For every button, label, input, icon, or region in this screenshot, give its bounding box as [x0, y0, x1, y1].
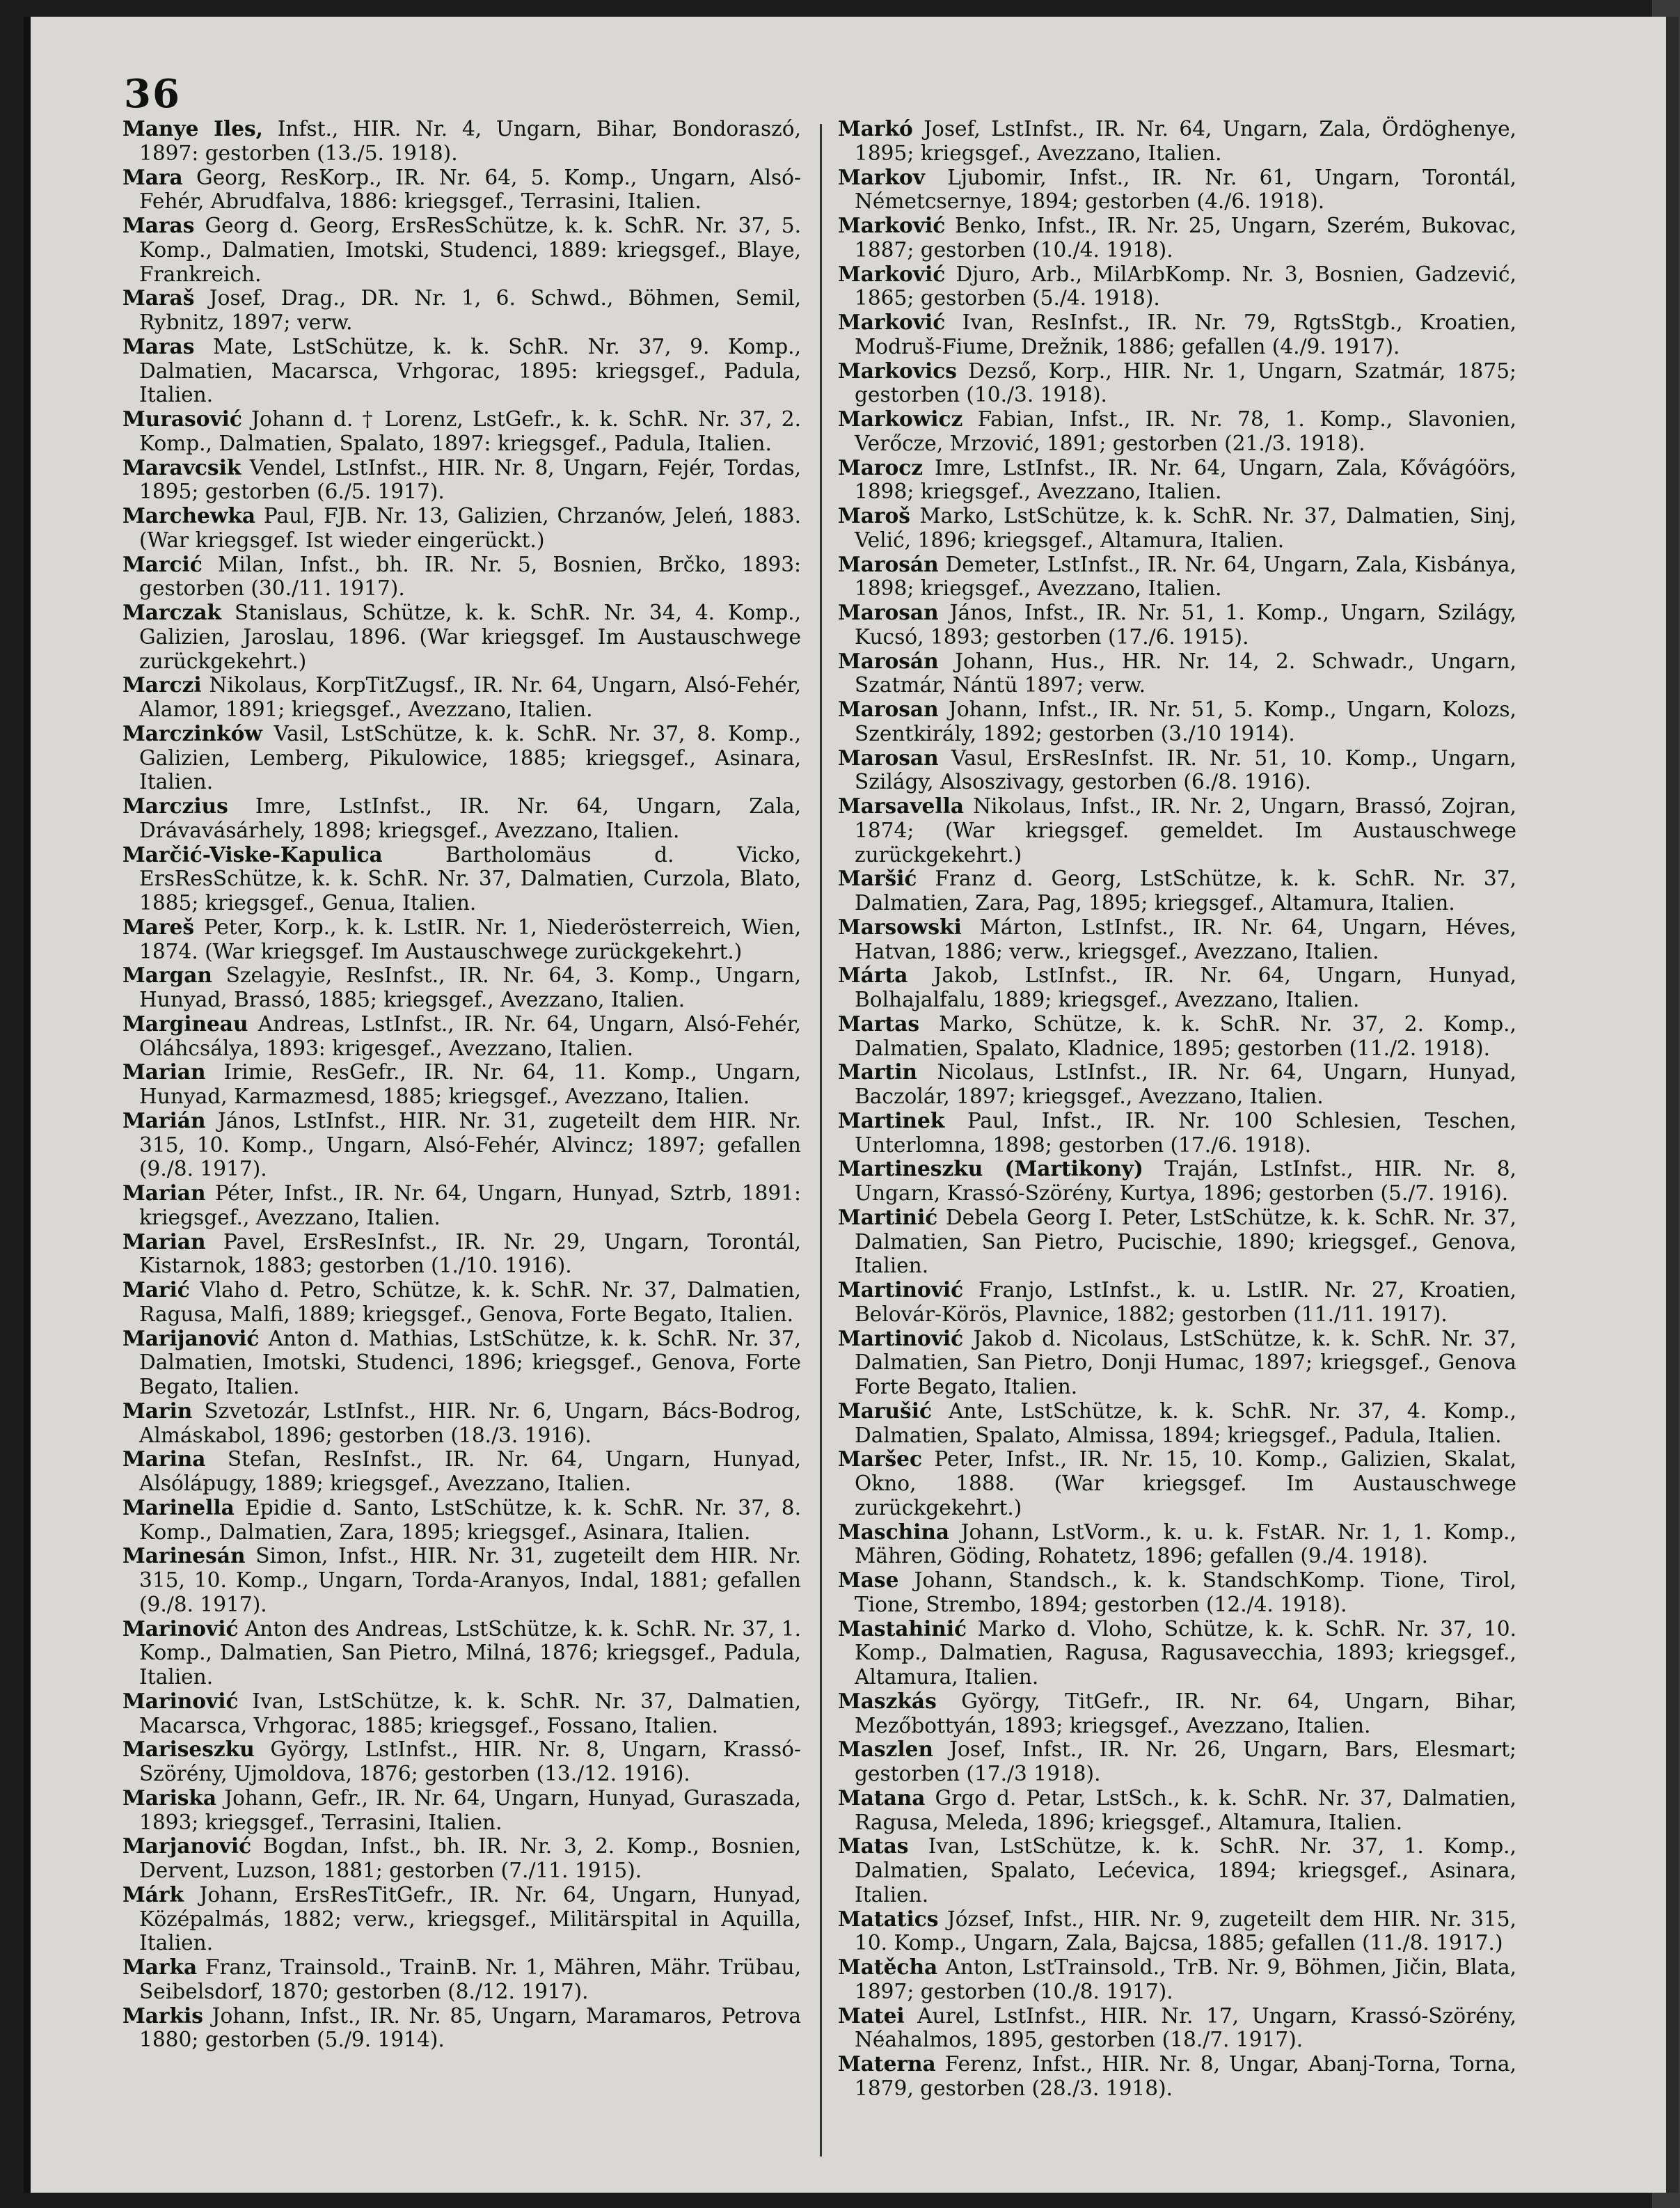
entry-details: Ante, LstSchütze, k. k. SchR. Nr. 37, 4. Komp., Dalmatien, Spalato, Almissa, 1894; kriegsgef., Padula, Italien.: [855, 1398, 1516, 1447]
entry-surname: Marković: [838, 213, 946, 237]
entry-details: Johann, Standsch., k. k. StandschKomp. Tione, Tirol, Tione, Strembo, 1894; gestorben (12./4. 1918).: [855, 1568, 1516, 1616]
entry-details: Szvetozár, LstInfst., HIR. Nr. 6, Ungarn, Bács-Bodrog, Almáskabol, 1896; gestorben (18./3. 1916).: [139, 1398, 801, 1447]
register-entry: [838, 407, 1516, 456]
register-entry: [122, 1181, 801, 1230]
entry-details: Epidie d. Santo, LstSchütze, k. k. SchR. Nr. 37, 8. Komp., Dalmatien, Zara, 1895; kriegsgef., Asinara, Italien.: [139, 1495, 801, 1544]
entry-details: Franz d. Georg, LstSchütze, k. k. SchR. Nr. 37, Dalmatien, Zara, Pag, 1895; kriegsgef., Altamura, Italien.: [855, 867, 1516, 915]
entry-surname: Marczinków: [122, 720, 262, 746]
entry-details: Milan, Infst., bh. IR. Nr. 5, Bosnien, Brčko, 1893: gestorben (30./11. 1917).: [139, 552, 801, 601]
entry-surname: Márta: [838, 963, 908, 988]
register-entry: [838, 1520, 1516, 1569]
entry-details: Jakob, LstInfst., IR. Nr. 64, Ungarn, Hunyad, Bolhajalfalu, 1889; kriegsgef., Avezzano, Italien.: [855, 963, 1516, 1011]
entry-surname: Marosan: [838, 697, 939, 721]
register-entry: [838, 1012, 1516, 1061]
entry-surname: Marinović: [122, 1616, 239, 1641]
entry-surname: Matei: [838, 2003, 905, 2028]
entry-details: Ljubomir, Infst., IR. Nr. 61, Ungarn, Torontál, Németcsernye, 1894; gestorben (4./6. 1918).: [855, 165, 1516, 214]
entry-surname: Marczi: [122, 672, 202, 697]
entry-details: Josef, LstInfst., IR. Nr. 64, Ungarn, Zala, Ördöghenye, 1895; kriegsgef., Avezzano, Italien.: [855, 117, 1516, 165]
register-entry: [122, 722, 801, 794]
register-entry: [122, 1060, 801, 1109]
entry-details: Vasul, ErsResInfst. IR. Nr. 51, 10. Komp., Ungarn, Szilágy, Alsoszivagy, gestorben (6./8. 1916).: [855, 746, 1516, 794]
entry-details: Jakob d. Nicolaus, LstSchütze, k. k. SchR. Nr. 37, Dalmatien, San Pietro, Donji Humac, 1897; kriegsgef., Genova Forte Begato, Italien.: [855, 1326, 1516, 1398]
entry-surname: Martinović: [838, 1325, 964, 1350]
entry-surname: Markowicz: [838, 407, 963, 431]
column-divider: [820, 124, 822, 2156]
entry-surname: Marczius: [122, 794, 228, 818]
register-entry: [838, 794, 1516, 867]
register-entry: [838, 1206, 1516, 1278]
entry-details: Ivan, LstSchütze, k. k. SchR. Nr. 37, Dalmatien, Macarsca, Vrhgorac, 1885; kriegsgef., Fossano, Italien.: [139, 1689, 801, 1737]
entry-surname: Maravcsik: [122, 455, 241, 480]
entry-surname: Markis: [122, 2003, 203, 2028]
entry-surname: Marinesán: [122, 1543, 246, 1568]
register-entry: [838, 1568, 1516, 1617]
entry-details: Anton d. Mathias, LstSchütze, k. k. SchR. Nr. 37, Dalmatien, Imotski, Studenci, 1896; kriegsgef., Genova, Forte Begato, Italien.: [139, 1326, 801, 1398]
register-entry: [838, 1060, 1516, 1109]
entry-details: Vasil, LstSchütze, k. k. SchR. Nr. 37, 8. Komp., Galizien, Lemberg, Pikulowice, 1885; kriegsgef., Asinara, Italien.: [139, 721, 801, 794]
register-entry: [122, 1230, 801, 1279]
entry-surname: Mara: [122, 164, 183, 189]
entry-surname: Martas: [838, 1011, 920, 1036]
entry-surname: Marian: [122, 1181, 206, 1205]
register-entry: [838, 166, 1516, 214]
entry-details: Nikolaus, Infst., IR. Nr. 2, Ungarn, Brassó, Zojran, 1874; (War kriegsgef. gemeldet. Im Austauschwege zurückgekehrt.): [855, 794, 1516, 867]
entry-details: Irimie, ResGefr., IR. Nr. 64, 11. Komp., Ungarn, Hunyad, Karmazmesd, 1885; kriegsgef., Avezzano, Italien.: [139, 1060, 801, 1108]
entry-details: Imre, LstInfst., IR. Nr. 64, Ungarn, Zala, Drávavásárhely, 1898; kriegsgef., Avezzano, Italien.: [139, 794, 801, 842]
register-entry: [838, 1689, 1516, 1738]
register-entry: [122, 1012, 801, 1061]
register-entry: [838, 963, 1516, 1012]
entry-details: Paul, Infst., IR. Nr. 100 Schlesien, Teschen, Unterlomna, 1898; gestorben (17./6. 1918).: [855, 1108, 1516, 1157]
entry-surname: Markovics: [838, 358, 957, 383]
entry-details: Infst., HIR. Nr. 4, Ungarn, Bihar, Bondoraszó, 1897: gestorben (13./5. 1918).: [139, 117, 801, 165]
register-entry: [838, 1786, 1516, 1835]
entry-details: Aurel, LstInfst., HIR. Nr. 17, Ungarn, Krassó-Szörény, Néahalmos, 1895, gestorben (18./7. 1917).: [855, 2003, 1516, 2052]
entry-surname: Martinić: [838, 1204, 938, 1229]
entry-surname: Marosan: [838, 600, 939, 624]
register-entry: [122, 673, 801, 722]
entry-details: Peter, Korp., k. k. LstIR. Nr. 1, Niederösterreich, Wien, 1874. (War kriegsgef. Im Austauschwege zurückgekehrt.): [139, 915, 801, 963]
entry-details: Grgo d. Petar, LstSch., k. k. SchR. Nr. 37, Dalmatien, Ragusa, Meleda, 1896; kriegsgef., Altamura, Italien.: [855, 1785, 1516, 1834]
entry-surname: Markó: [838, 116, 913, 141]
register-entry: [838, 1834, 1516, 1907]
entry-surname: Marić: [122, 1277, 190, 1302]
entry-details: János, Infst., IR. Nr. 51, 1. Komp., Ungarn, Szilágy, Kucsó, 1893; gestorben (17./6. 1915).: [855, 601, 1516, 649]
entry-details: Simon, Infst., HIR. Nr. 31, zugeteilt dem HIR. Nr. 315, 10. Komp., Ungarn, Torda-Aranyos, Indal, 1881; gefallen (9./8. 1917).: [139, 1544, 801, 1616]
entry-details: Josef, Infst., IR. Nr. 26, Ungarn, Bars, Elesmart; gestorben (17./3 1918).: [855, 1737, 1516, 1785]
entry-surname: Marković: [838, 310, 946, 334]
entry-details: Josef, Drag., DR. Nr. 1, 6. Schwd., Böhmen, Semil, Rybnitz, 1897; verw.: [139, 286, 801, 334]
entry-details: Georg, ResKorp., IR. Nr. 64, 5. Komp., Ungarn, Alsó-Fehér, Abrudfalva, 1886: kriegsgef., Terrasini, Italien.: [139, 165, 801, 214]
entry-surname: Manye Iles,: [122, 116, 263, 141]
entry-details: Bartholomäus d. Vicko, ErsResSchütze, k. k. SchR. Nr. 37, Dalmatien, Curzola, Blato, 1885; kriegsgef., Genua, Italien.: [139, 842, 801, 915]
entry-details: Stefan, ResInfst., IR. Nr. 64, Ungarn, Hunyad, Alsólápugy, 1889; kriegsgef., Avezzano, Italien.: [139, 1447, 801, 1495]
entry-surname: Matatics: [838, 1906, 939, 1931]
register-entry: [838, 117, 1516, 166]
register-entry: [122, 166, 801, 214]
entry-details: Vendel, LstInfst., HIR. Nr. 8, Ungarn, Fejér, Tordas, 1895; gestorben (6./5. 1917).: [139, 455, 801, 504]
entry-surname: Marian: [122, 1229, 206, 1254]
entry-details: Péter, Infst., IR. Nr. 64, Ungarn, Hunyad, Sztrb, 1891: kriegsgef., Avezzano, Italien.: [139, 1181, 801, 1229]
entry-surname: Maras: [122, 213, 195, 237]
register-entry: [122, 1278, 801, 1327]
entry-details: Johann, LstVorm., k. u. k. FstAR. Nr. 1, 1. Komp., Mähren, Göding, Rohatetz, 1896; gefallen (9./4. 1918).: [855, 1520, 1516, 1568]
register-entry: [838, 1617, 1516, 1689]
register-entry: [838, 456, 1516, 505]
register-entry: [838, 310, 1516, 359]
entry-details: Georg d. Georg, ErsResSchütze, k. k. SchR. Nr. 37, 5. Komp., Dalmatien, Imotski, Studenci, 1889: kriegsgef., Blaye, Frankreich.: [139, 214, 801, 286]
entry-surname: Maszlen: [838, 1737, 933, 1762]
entry-details: Dezső, Korp., HIR. Nr. 1, Ungarn, Szatmár, 1875; gestorben (10./3. 1918).: [855, 358, 1516, 407]
entry-details: Stanislaus, Schütze, k. k. SchR. Nr. 34, 4. Komp., Galizien, Jaroslau, 1896. (War kriegsgef. Im Austauschwege zurückgekehrt.): [139, 601, 801, 673]
register-entry: [838, 1737, 1516, 1786]
register-entry: [122, 843, 801, 915]
entry-details: Debela Georg I. Peter, LstSchütze, k. k. SchR. Nr. 37, Dalmatien, San Pietro, Pucischie, 1890; kriegsgef., Genova, Italien.: [855, 1205, 1516, 1278]
register-entry: [122, 1617, 801, 1689]
register-entry: [122, 1883, 801, 1955]
register-entry: [122, 1447, 801, 1496]
entry-surname: Marka: [122, 1955, 198, 1979]
entry-details: Ivan, ResInfst., IR. Nr. 79, RgtsStgb., Kroatien, Modruš-Fiume, Drežnik, 1886; gefallen (4./9. 1917).: [855, 310, 1516, 358]
entry-details: Nicolaus, LstInfst., IR. Nr. 64, Ungarn, Hunyad, Baczolár, 1897; kriegsgef., Avezzano, Italien.: [855, 1060, 1516, 1108]
entry-surname: Maschina: [838, 1519, 950, 1544]
entry-details: Anton, LstTrainsold., TrB. Nr. 9, Böhmen, Jičin, Blata, 1897; gestorben (10./8. 1917).: [855, 1955, 1516, 2003]
entry-surname: Martineszku (Martikony): [838, 1156, 1143, 1181]
entry-surname: Marcić: [122, 551, 203, 576]
entry-surname: Murasović: [122, 407, 242, 431]
entry-details: Fabian, Infst., IR. Nr. 78, 1. Komp., Slavonien, Verőcze, Mrzović, 1891; gestorben (21./3. 1918).: [855, 407, 1516, 455]
register-entry: [122, 1109, 801, 1181]
register-entry: [838, 553, 1516, 601]
register-entry: [122, 794, 801, 843]
entry-details: Bogdan, Infst., bh. IR. Nr. 3, 2. Komp., Bosnien, Dervent, Luzson, 1881; gestorben (7./11. 1915).: [139, 1834, 801, 1882]
entry-surname: Maršec: [838, 1446, 923, 1472]
register-entry: [838, 697, 1516, 746]
entry-surname: Maroš: [838, 503, 910, 528]
register-entry: [838, 1109, 1516, 1158]
entry-details: Imre, LstInfst., IR. Nr. 64, Ungarn, Zala, Kővágóörs, 1898; kriegsgef., Avezzano, Italien.: [855, 455, 1516, 504]
entry-details: Ferenz, Infst., HIR. Nr. 8, Ungar, Abanj-Torna, Torna, 1879, gestorben (28./3. 1918).: [855, 2052, 1516, 2100]
register-entry: [838, 1955, 1516, 2004]
entry-surname: Marchewka: [122, 503, 256, 528]
register-entry: [838, 2052, 1516, 2101]
entry-details: József, Infst., HIR. Nr. 9, zugeteilt dem HIR. Nr. 315, 10. Komp., Ungarn, Zala, Bajcsa, 1885; gefallen (11./8. 1917.): [855, 1907, 1516, 1955]
entry-surname: Marczak: [122, 600, 222, 624]
entry-details: Marko d. Vloho, Schütze, k. k. SchR. Nr. 37, 10. Komp., Dalmatien, Ragusa, Ragusavecchia, 1893; kriegsgef., Altamura, Italien.: [855, 1616, 1516, 1689]
register-entry: [122, 407, 801, 456]
entry-details: Nikolaus, KorpTitZugsf., IR. Nr. 64, Ungarn, Alsó-Fehér, Alamor, 1891; kriegsgef., Avezzano, Italien.: [139, 673, 801, 721]
entry-surname: Marian: [122, 1059, 206, 1085]
register-entry: [122, 214, 801, 286]
register-entry: [122, 1544, 801, 1616]
register-entry: [122, 915, 801, 964]
entry-surname: Marosán: [838, 551, 939, 576]
register-entry: [838, 1278, 1516, 1327]
entry-surname: Marinella: [122, 1495, 235, 1520]
entry-details: Paul, FJB. Nr. 13, Galizien, Chrzanów, Jeleń, 1883. (War kriegsgef. Ist wieder eingerückt.): [139, 504, 801, 552]
left-column: [122, 117, 801, 2052]
entry-surname: Marina: [122, 1446, 206, 1472]
entry-surname: Marinović: [122, 1688, 239, 1713]
entry-surname: Mastahinić: [838, 1616, 967, 1641]
entry-details: Mate, LstSchütze, k. k. SchR. Nr. 37, 9. Komp., Dalmatien, Macarsca, Vrhgorac, 1895: kriegsgef., Padula, Italien.: [139, 334, 801, 407]
entry-details: Johann, ErsResTitGefr., IR. Nr. 64, Ungarn, Hunyad, Középalmás, 1882; verw., kriegsgef., Militärspital in Aquilla, Italien.: [139, 1882, 801, 1955]
register-entry: [838, 649, 1516, 698]
entry-surname: Marčić-Viske-Kapulica: [122, 842, 383, 867]
entry-surname: Marocz: [838, 455, 924, 480]
entry-surname: Maraš: [122, 285, 195, 310]
entry-surname: Matana: [838, 1785, 926, 1810]
register-entry: [838, 1399, 1516, 1448]
entry-surname: Matěcha: [838, 1955, 938, 1979]
entry-details: György, LstInfst., HIR. Nr. 8, Ungarn, Krassó-Szörény, Ujmoldova, 1876; gestorben (13./12. 1916).: [139, 1737, 801, 1785]
register-entry: [122, 1399, 801, 1448]
entry-surname: Marijanović: [122, 1325, 260, 1350]
register-entry: [122, 1496, 801, 1545]
register-entry: [838, 504, 1516, 553]
register-entry: [838, 1157, 1516, 1206]
entry-details: Johann, Hus., HR. Nr. 14, 2. Schwadr., Ungarn, Szatmár, Nántü 1897; verw.: [855, 649, 1516, 697]
entry-surname: Marjanović: [122, 1834, 252, 1859]
entry-details: Demeter, LstInfst., IR. Nr. 64, Ungarn, Zala, Kisbánya, 1898; kriegsgef., Avezzano, Italien.: [855, 552, 1516, 601]
register-entry: [122, 553, 801, 601]
entry-details: Szelagyie, ResInfst., IR. Nr. 64, 3. Komp., Ungarn, Hunyad, Brassó, 1885; kriegsgef., Avezzano, Italien.: [139, 963, 801, 1011]
entry-details: Johann d. † Lorenz, LstGefr., k. k. SchR. Nr. 37, 2. Komp., Dalmatien, Spalato, 1897: kriegsgef., Padula, Italien.: [139, 407, 801, 455]
entry-details: Johann, Infst., IR. Nr. 85, Ungarn, Maramaros, Petrova 1880; gestorben (5./9. 1914).: [139, 2003, 801, 2052]
entry-details: Anton des Andreas, LstSchütze, k. k. SchR. Nr. 37, 1. Komp., Dalmatien, San Pietro, Milná, 1876; kriegsgef., Padula, Italien.: [139, 1616, 801, 1689]
entry-surname: Marosán: [838, 648, 939, 673]
entry-details: Franz, Trainsold., TrainB. Nr. 1, Mähren, Mähr. Trübau, Seibelsdorf, 1870; gestorben (8./12. 1917).: [139, 1955, 801, 2003]
entry-surname: Mariska: [122, 1785, 217, 1810]
entry-surname: Marián: [122, 1107, 206, 1133]
register-entry: [838, 601, 1516, 649]
entry-surname: Maršić: [838, 866, 917, 891]
register-entry: [122, 601, 801, 673]
register-entry: [122, 335, 801, 407]
right-column: [838, 117, 1516, 2101]
entry-surname: Martinović: [838, 1277, 964, 1302]
entry-surname: Marsavella: [838, 794, 965, 818]
register-entry: [838, 915, 1516, 964]
entry-surname: Maras: [122, 333, 195, 358]
entry-details: Márton, LstInfst., IR. Nr. 64, Ungarn, Héves, Hatvan, 1886; verw., kriegsgef., Avezzano, Italien.: [855, 915, 1516, 963]
register-entry: [838, 746, 1516, 795]
entry-surname: Marosan: [838, 745, 939, 770]
register-entry: [838, 2004, 1516, 2053]
register-entry: [122, 1689, 801, 1738]
entry-details: Peter, Infst., IR. Nr. 15, 10. Komp., Galizien, Skalat, Okno, 1888. (War kriegsgef. Im Austauschwege zurückgekehrt.): [855, 1447, 1516, 1520]
entry-details: Franjo, LstInfst., k. u. LstIR. Nr. 27, Kroatien, Belovár-Körös, Plavnice, 1882; gestorben (11./11. 1917).: [855, 1278, 1516, 1326]
entry-details: György, TitGefr., IR. Nr. 64, Ungarn, Bihar, Mezőbottyán, 1893; kriegsgef., Avezzano, Italien.: [855, 1689, 1516, 1737]
entry-details: Vlaho d. Petro, Schütze, k. k. SchR. Nr. 37, Dalmatien, Ragusa, Malfi, 1889; kriegsgef., Genova, Forte Begato, Italien.: [139, 1278, 801, 1326]
entry-surname: Markov: [838, 164, 925, 189]
register-entry: [122, 1834, 801, 1883]
page-number: 36: [124, 71, 181, 117]
register-entry: [122, 963, 801, 1012]
register-entry: [838, 1447, 1516, 1520]
register-entry: [838, 214, 1516, 262]
entry-details: Ivan, LstSchütze, k. k. SchR. Nr. 37, 1. Komp., Dalmatien, Spalato, Lećevica, 1894; kriegsgef., Asinara, Italien.: [855, 1834, 1516, 1907]
entry-details: Johann, Infst., IR. Nr. 51, 5. Komp., Ungarn, Kolozs, Szentkirály, 1892; gestorben (3./10 1914).: [855, 697, 1516, 746]
entry-details: Marko, Schütze, k. k. SchR. Nr. 37, 2. Komp., Dalmatien, Spalato, Kladnice, 1895; gestorben (11./2. 1918).: [855, 1011, 1516, 1060]
register-entry: [122, 504, 801, 553]
register-entry: [122, 1327, 801, 1399]
entry-surname: Marin: [122, 1398, 193, 1423]
entry-surname: Marković: [838, 261, 946, 286]
entry-surname: Maszkás: [838, 1688, 937, 1713]
register-entry: [838, 1327, 1516, 1399]
register-entry: [122, 286, 801, 335]
register-entry: [838, 262, 1516, 311]
entry-surname: Margan: [122, 963, 212, 988]
register-entry: [838, 867, 1516, 915]
entry-details: Johann, Gefr., IR. Nr. 64, Ungarn, Hunyad, Guraszada, 1893; kriegsgef., Terrasini, Italien.: [139, 1785, 801, 1834]
entry-details: Djuro, Arb., MilArbKomp. Nr. 3, Bosnien, Gadzević, 1865; gestorben (5./4. 1918).: [855, 262, 1516, 310]
entry-details: Pavel, ErsResInfst., IR. Nr. 29, Ungarn, Torontál, Kistarnok, 1883; gestorben (1./10. 1916).: [139, 1229, 801, 1278]
entry-details: Traján, LstInfst., HIR. Nr. 8, Ungarn, Krassó-Szörény, Kurtya, 1896; gestorben (5./7. 1916).: [855, 1157, 1517, 1205]
entry-surname: Mareš: [122, 914, 195, 939]
entry-surname: Matas: [838, 1834, 909, 1859]
register-entry: [122, 1955, 801, 2004]
register-entry: [838, 359, 1516, 408]
entry-surname: Márk: [122, 1882, 184, 1907]
entry-surname: Martin: [838, 1059, 917, 1085]
entry-surname: Margineau: [122, 1011, 248, 1036]
entry-details: Marko, LstSchütze, k. k. SchR. Nr. 37, Dalmatien, Sinj, Velić, 1896; kriegsgef., Altamura, Italien.: [855, 504, 1516, 552]
entry-details: János, LstInfst., HIR. Nr. 31, zugeteilt dem HIR. Nr. 315, 10. Komp., Ungarn, Alsó-Fehér, Alvincz; 1897; gefallen (9./8. 1917).: [139, 1108, 801, 1181]
entry-details: Benko, Infst., IR. Nr. 25, Ungarn, Szerém, Bukovac, 1887; gestorben (10./4. 1918).: [855, 214, 1516, 262]
register-entry: [122, 2004, 801, 2053]
entry-surname: Martinek: [838, 1107, 945, 1133]
entry-surname: Mariseszku: [122, 1737, 255, 1762]
entry-surname: Marušić: [838, 1398, 932, 1423]
register-entry: [122, 117, 801, 166]
entry-surname: Marsowski: [838, 914, 962, 939]
register-entry: [122, 1737, 801, 1786]
register-entry: [838, 1907, 1516, 1956]
register-entry: [122, 456, 801, 505]
entry-details: Andreas, LstInfst., IR. Nr. 64, Ungarn, Alsó-Fehér, Oláhcsályа, 1893: krigesgef., Avezzano, Italien.: [139, 1011, 801, 1060]
register-entry: [122, 1786, 801, 1835]
entry-surname: Mase: [838, 1568, 899, 1592]
entry-surname: Materna: [838, 2051, 936, 2076]
